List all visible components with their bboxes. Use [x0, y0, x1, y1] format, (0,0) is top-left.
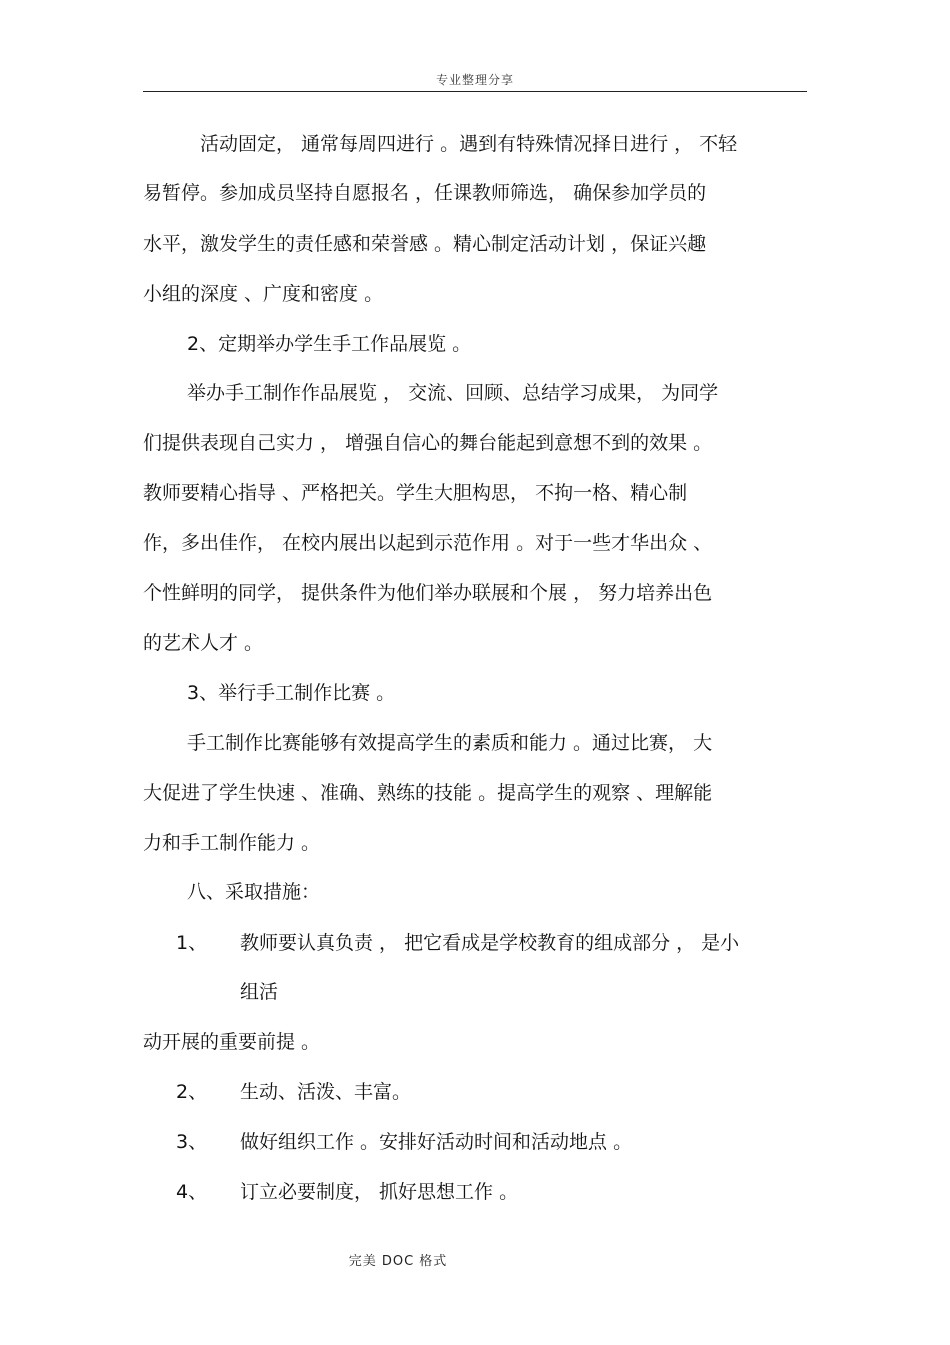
- body-line: 个性鲜明的同学， 提供条件为他们举办联展和个展 ， 努力培养出色: [143, 582, 713, 604]
- header-divider: [143, 91, 807, 92]
- page-header: 专业整理分享: [435, 73, 514, 87]
- list-item-text: 生动、活泼、丰富。: [240, 1081, 412, 1103]
- list-number: 4、: [176, 1181, 208, 1203]
- body-line: 活动固定， 通常每周四进行 。遇到有特殊情况择日进行 ， 不轻: [200, 133, 738, 155]
- body-line: 手工制作比赛能够有效提高学生的素质和能力 。通过比赛， 大: [187, 732, 713, 754]
- section-heading: 八、采取措施：: [187, 881, 321, 903]
- body-line: 教师要精心指导 、严格把关。学生大胆构思， 不拘一格、精心制: [143, 482, 688, 504]
- body-line: 们提供表现自己实力 ， 增强自信心的舞台能起到意想不到的效果 。: [143, 432, 713, 454]
- list-number: 2、: [176, 1081, 208, 1103]
- list-item-text: 做好组织工作 。安排好活动时间和活动地点 。: [240, 1131, 633, 1153]
- list-number: 1、: [176, 932, 208, 954]
- section-heading: 3、举行手工制作比赛 。: [187, 682, 396, 704]
- list-number: 3、: [176, 1131, 208, 1153]
- section-heading: 2、定期举办学生手工作品展览 。: [187, 333, 472, 355]
- list-item-text: 教师要认真负责 ， 把它看成是学校教育的组成部分 ， 是小: [240, 932, 740, 954]
- body-line: 动开展的重要前提 。: [143, 1031, 321, 1053]
- body-line: 的艺术人才 。: [143, 632, 264, 654]
- list-item-text: 组活: [240, 981, 279, 1003]
- body-line: 小组的深度 、广度和密度 。: [143, 283, 384, 305]
- body-line: 力和手工制作能力 。: [143, 832, 321, 854]
- body-line: 易暂停。参加成员坚持自愿报名 ，任课教师筛选， 确保参加学员的: [143, 182, 707, 204]
- body-line: 作，多出佳作， 在校内展出以起到示范作用 。对于一些才华出众 、: [143, 532, 713, 554]
- page-footer: 完美 DOC 格式: [348, 1254, 448, 1269]
- body-line: 水平，激发学生的责任感和荣誉感 。精心制定活动计划 ，保证兴趣: [143, 233, 707, 255]
- body-line: 举办手工制作作品展览 ， 交流、回顾、总结学习成果， 为同学: [187, 382, 719, 404]
- list-item-text: 订立必要制度， 抓好思想工作 。: [240, 1181, 519, 1203]
- body-line: 大促进了学生快速 、准确、熟练的技能 。提高学生的观察 、理解能: [143, 782, 713, 804]
